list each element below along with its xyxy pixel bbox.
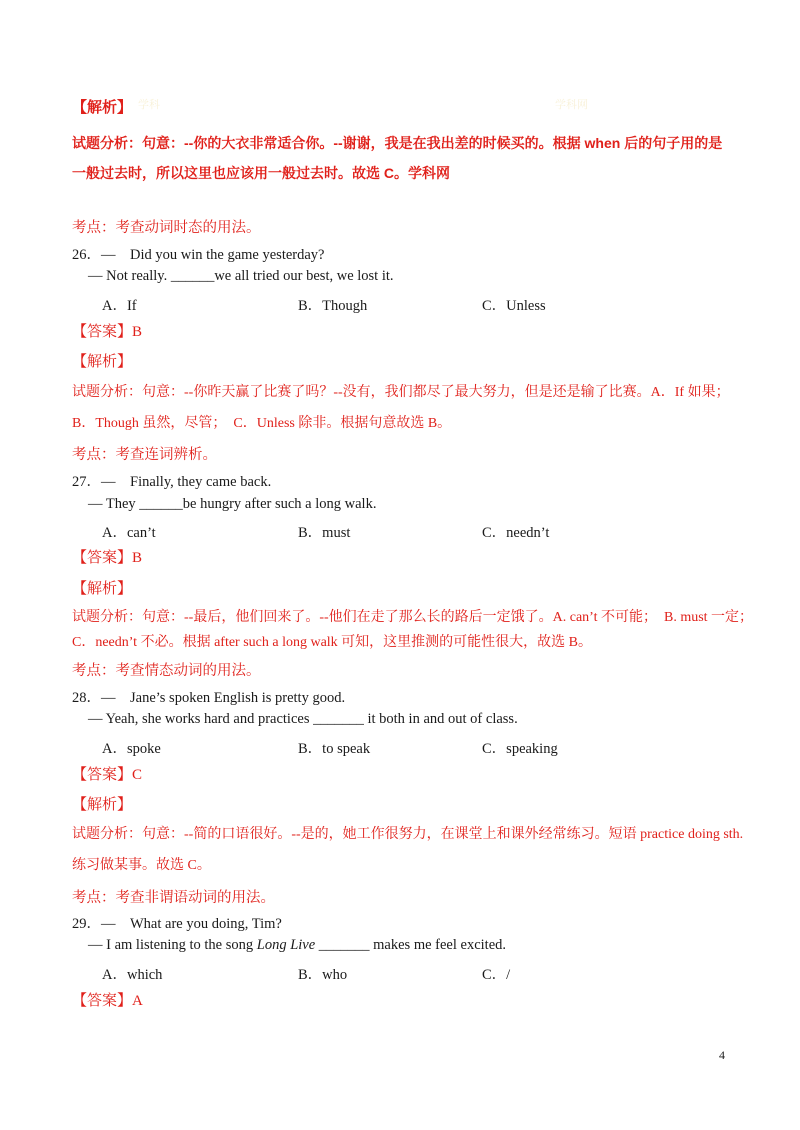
q29-line2-post: _______ makes me feel excited. — [315, 937, 507, 953]
q27-stem: 27．— Finally, they came back. — [72, 474, 272, 490]
q28-option-b: B．to speak — [298, 741, 371, 757]
analysis-line1-25: 试题分析：句意：--你的大衣非常适合你。--谢谢，我是在我出差的时候买的。根据 when 后的句子用的是 — [72, 135, 723, 151]
q28-analysis-header: 【解析】 — [72, 797, 133, 813]
q27-option-b: B．must — [298, 525, 351, 541]
q27-option-c: C．needn’t — [482, 525, 550, 541]
q27-kaodian: 考点：考查情态动词的用法。 — [72, 663, 261, 679]
q29-song-title: Long Live — [256, 937, 316, 953]
page-number: 4 — [719, 1048, 725, 1062]
q26-stem: 26．— Did you win the game yesterday? — [72, 247, 325, 263]
q27-analysis-line1: 试题分析：句意：--最后，他们回来了。--他们在走了那么长的路后一定饿了。A. can’t 不可能； B. must 一定； — [72, 610, 754, 625]
q27-line2: — They ______be hungry after such a long walk. — [88, 496, 377, 512]
q26-analysis-line2: B．Though 虽然，尽管； C．Unless 除非。根据句意故选 B。 — [72, 416, 452, 431]
q27-analysis-line2: C．needn’t 不必。根据 after such a long walk 可知，这里推测的可能性很大，故选 B。 — [72, 635, 593, 650]
q28-kaodian: 考点：考查非谓语动词的用法。 — [72, 890, 275, 906]
q27-analysis-header: 【解析】 — [72, 581, 133, 597]
q28-stem: 28．— Jane’s spoken English is pretty good. — [72, 690, 346, 706]
q26-analysis-header: 【解析】 — [72, 354, 133, 370]
q29-line2 — [88, 937, 506, 954]
analysis-line2-25: 一般过去时，所以这里也应该用一般过去时。故选 C。学科网 — [72, 165, 450, 181]
q26-analysis-line1: 试题分析：句意：--你昨天赢了比赛了吗？--没有，我们都尽了最大努力，但是还是输了比赛。A．If 如果； — [72, 385, 730, 400]
q28-analysis-line2: 练习做某事。故选 C。 — [72, 858, 211, 873]
q26-line2: — Not really. ______we all tried our best, we lost it. — [88, 268, 394, 284]
q28-analysis-line1: 试题分析：句意：--简的口语很好。--是的，她工作很努力，在课堂上和课外经常练习。短语 practice doing sth. — [72, 827, 744, 842]
q29-line2-pre: — I am listening to the song — [88, 937, 257, 953]
q26-option-a: A．If — [102, 298, 137, 314]
watermark-left: 学科 — [138, 99, 160, 111]
q28-option-a: A．spoke — [102, 741, 161, 757]
q26-option-b: B．Though — [298, 298, 368, 314]
q27-option-a: A．can’t — [102, 525, 156, 541]
analysis-header-25: 【解析】 — [72, 99, 133, 116]
q29-answer: 【答案】A — [72, 993, 143, 1009]
kaodian-25: 考点：考查动词时态的用法。 — [72, 220, 261, 236]
q27-answer: 【答案】B — [72, 550, 143, 566]
q29-option-b: B．who — [298, 967, 348, 983]
q26-kaodian: 考点：考查连词辨析。 — [72, 447, 217, 463]
q29-option-c: C．/ — [482, 967, 511, 983]
q26-option-c: C．Unless — [482, 298, 546, 314]
q26-answer: 【答案】B — [72, 324, 143, 340]
q29-option-a: A．which — [102, 967, 163, 983]
q28-answer: 【答案】C — [72, 767, 143, 783]
watermark-right: 学科网 — [555, 99, 588, 111]
q29-stem: 29．— What are you doing, Tim? — [72, 916, 282, 932]
q28-option-c: C．speaking — [482, 741, 558, 757]
q28-line2: — Yeah, she works hard and practices _______ it both in and out of class. — [88, 711, 518, 727]
